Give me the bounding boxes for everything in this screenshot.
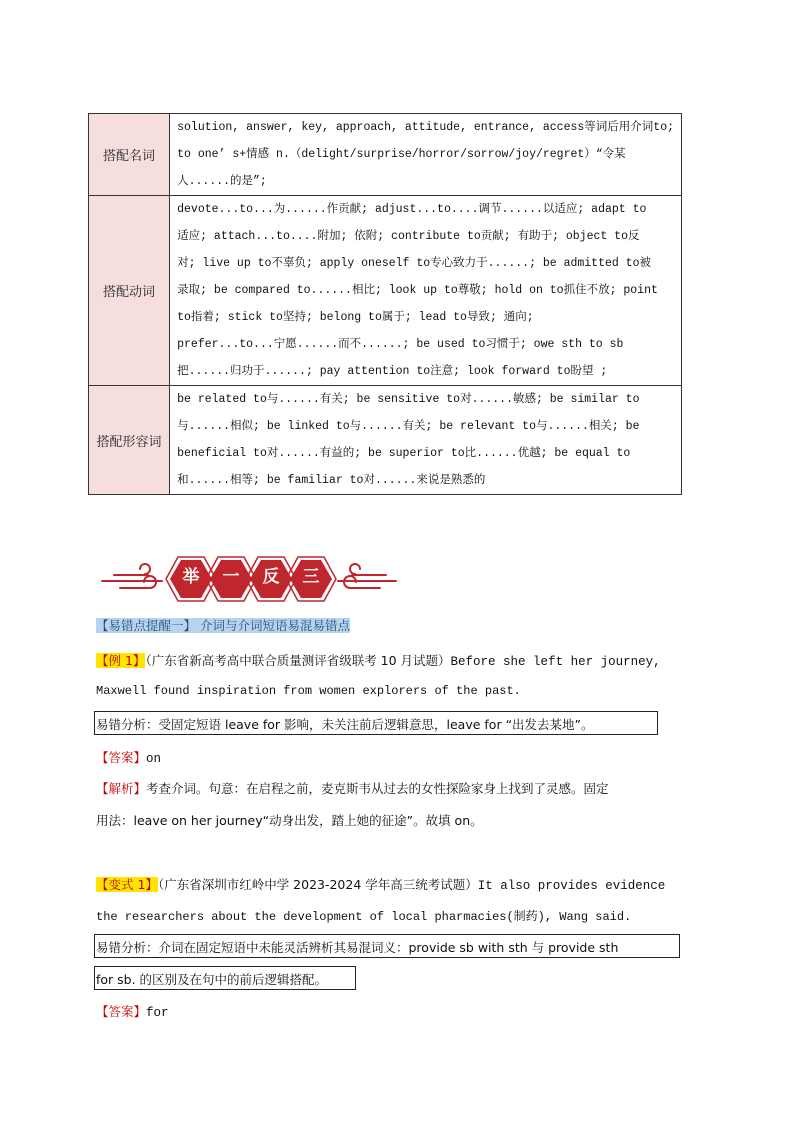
variant-1-answer [96, 1002, 169, 1020]
section-heading [96, 616, 350, 634]
banner-char: 举 [182, 567, 200, 587]
example-1-line-2: Maxwell found inspiration from women explorers of the past. [96, 684, 521, 698]
table-line: 人......的是”; [177, 175, 267, 188]
row-head-nouns: 搭配名词 [89, 114, 170, 196]
example-1-error-analysis: 易错分析：受固定短语 leave for 影响，未关注前后逻辑意思，leave for “出发去某地”。 [96, 717, 594, 732]
table-line: to指着; stick to坚持; belong to属于; lead to导致; 通向; [177, 311, 534, 324]
table-row [89, 386, 682, 495]
banner-char: 反 [262, 567, 280, 587]
row-head-verbs: 搭配动词 [89, 196, 170, 386]
example-1-analysis-line-1 [96, 779, 609, 797]
row-head-adjectives: 搭配形容词 [89, 386, 170, 495]
table-line: to one’ s+情感 n.（delight/surprise/horror/sorrow/joy/regret）“令某 [177, 148, 626, 161]
analysis-tag: 【解析】 [96, 781, 147, 796]
answer-tag: 【答案】 [96, 1004, 147, 1019]
example-1-line-1 [96, 651, 661, 669]
variant-1-sentence-start: It also provides evidence [477, 879, 666, 893]
variant-1-tag: 【变式 1】 [96, 877, 158, 892]
table-line: 和......相等; be familiar to对......来说是熟悉的 [177, 474, 486, 487]
variant-1-line-1 [96, 875, 665, 893]
table-line: 适应; attach...to....附加; 依附; contribute to贡献; 有助于; object to反 [177, 230, 640, 243]
table-line: 录取; be compared to......相比; look up to尊敬; hold on to抓住不放; point [177, 284, 658, 297]
banner-char: 三 [302, 567, 320, 587]
table-line: be related to与......有关; be sensitive to对......敏感; be similar to [177, 393, 640, 406]
analysis-text: 考查介词。句意：在启程之前，麦克斯韦从过去的女性探险家身上找到了灵感。固定 [146, 781, 609, 796]
banner-char: 一 [222, 567, 240, 587]
example-1-tag: 【例 1】 [96, 653, 146, 668]
table-line: 把......归功于......; pay attention to注意; look forward to盼望 ; [177, 365, 608, 378]
section-tag: 【易错点提醒一】 [96, 618, 197, 633]
row-body-nouns [170, 114, 682, 196]
collocation-table [88, 113, 682, 495]
row-body-adjectives [170, 386, 682, 495]
table-line: devote...to...为......作贡献; adjust...to....调节......以适应; adapt to [177, 203, 647, 216]
table-row [89, 114, 682, 196]
section-title: 介词与介词短语易混易错点 [196, 618, 350, 633]
example-1-sentence-start: Before she left her journey, [450, 655, 661, 669]
table-line: beneficial to对......有益的; be superior to比......优越; be equal to [177, 447, 631, 460]
answer-value: on [146, 752, 162, 766]
variant-1-line-2: the researchers about the development of local pharmacies(制药), Wang said. [96, 910, 632, 924]
section-banner [100, 548, 400, 608]
answer-tag: 【答案】 [96, 750, 147, 765]
table-line: 与......相似; be linked to与......有关; be relevant to与......相关; be [177, 420, 640, 433]
example-1-source: （广东省新高考高中联合质量测评省级联考 10 月试题） [145, 653, 451, 668]
table-row [89, 196, 682, 386]
example-1-answer [96, 748, 161, 766]
answer-value: for [146, 1006, 169, 1020]
variant-1-error-analysis-2: for sb. 的区别及在句中的前后逻辑搭配。 [96, 972, 328, 987]
table-line: 对; live up to不辜负; apply oneself to专心致力于......; be admitted to被 [177, 257, 651, 270]
example-1-analysis-line-2: 用法：leave on her journey“动身出发，踏上她的征途”。故填 on。 [96, 813, 483, 828]
table-line: solution, answer, key, approach, attitude, entrance, access等词后用介词to; [177, 121, 674, 134]
variant-1-error-analysis-1: 易错分析：介词在固定短语中未能灵活辨析其易混词义：provide sb with sth 与 provide sth [96, 940, 619, 955]
row-body-verbs [170, 196, 682, 386]
variant-1-source: （广东省深圳市红岭中学 2023-2024 学年高三统考试题） [157, 877, 478, 892]
table-line: prefer...to...宁愿......而不......; be used to习惯于; owe sth to sb [177, 338, 624, 351]
